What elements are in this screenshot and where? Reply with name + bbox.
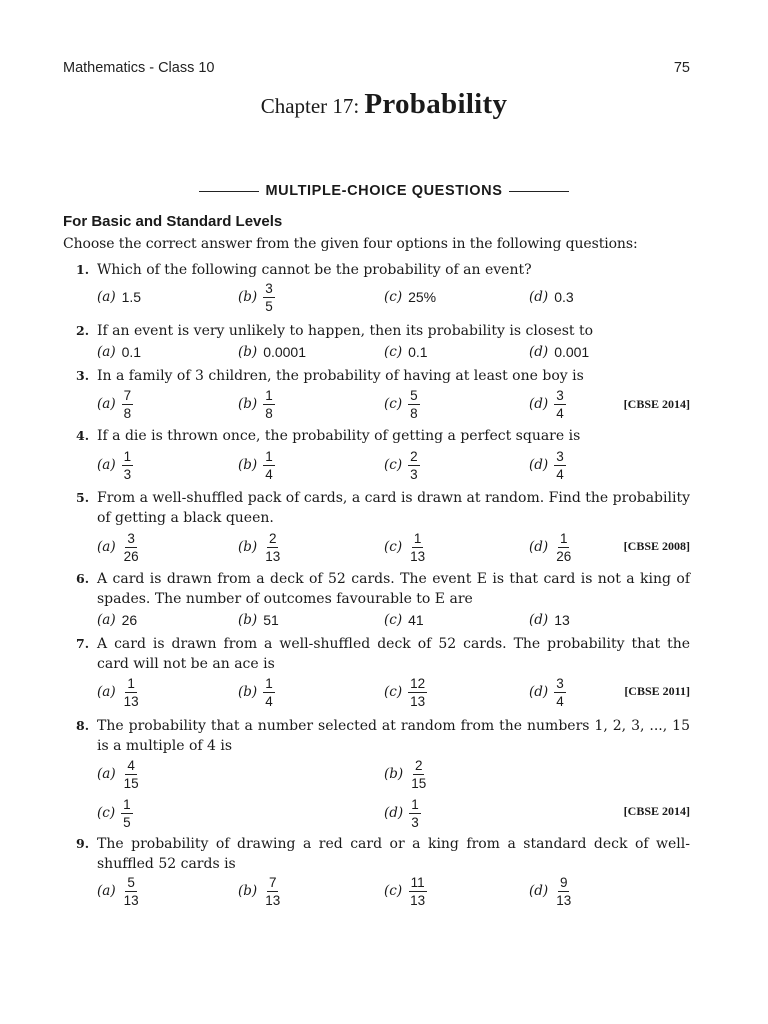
fraction [122,875,141,908]
option-b [238,873,282,909]
denominator: 4 [265,693,273,709]
question-number: 5. [76,490,90,505]
option-d [529,386,566,422]
fraction [263,388,275,421]
section-rule-left [199,191,259,192]
option-value: 51 [263,612,279,628]
option-label: (d) [529,289,549,305]
option-value: 1.5 [121,289,142,305]
numerator: 2 [268,530,277,546]
option-a [97,447,133,483]
option-d [529,873,573,909]
chapter-name: Probability [364,88,508,120]
section-title: MULTIPLE-CHOICE QUESTIONS [265,183,503,199]
option-c [384,447,420,483]
denominator: 3 [410,466,418,482]
source-tag: [CBSE 2008] [623,539,690,553]
option-label: (c) [97,805,116,821]
option-label: (c) [384,457,403,473]
fraction [122,531,141,564]
page-number: 75 [673,60,690,76]
option-label: (c) [384,396,403,412]
denominator: 13 [410,892,426,908]
option-label: (d) [529,457,549,473]
option-value: 26 [121,612,138,628]
option-label: (c) [384,289,403,305]
option-label: (a) [97,684,116,700]
option-a [97,334,141,370]
fraction [408,676,427,709]
denominator: 8 [265,405,273,421]
option-a [97,602,137,638]
option-d [529,529,573,565]
option-label: (b) [238,539,258,555]
numerator: 5 [127,874,135,890]
question-text: In a family of 3 children, the probability of having at least one boy is [97,368,584,384]
option-d [529,602,570,638]
option-b [238,447,275,483]
question-number: 1. [76,262,90,277]
options-row [0,334,768,370]
numerator: 3 [127,530,135,546]
denominator: 4 [556,405,564,421]
fraction [263,449,275,482]
question-number: 8. [76,718,90,733]
denominator: 4 [556,466,564,482]
option-b [238,529,282,565]
question-number: 9. [76,836,90,851]
option-b [384,756,428,792]
fraction [263,875,282,908]
chapter-prefix: Chapter 17: [260,94,360,118]
option-a [97,386,133,422]
numerator: 11 [410,874,425,890]
option-label: (d) [529,684,549,700]
option-label: (d) [529,396,549,412]
option-d [529,334,589,370]
option-label: (b) [238,883,258,899]
option-c [384,279,436,315]
numerator: 2 [410,448,418,464]
fraction [263,676,275,709]
question-7 [63,634,690,674]
denominator: 13 [410,548,426,564]
option-label: (d) [529,344,549,360]
option-label: (d) [384,805,404,821]
question-text: From a well-shuffled pack of cards, a card is drawn at random. Find the probability of getting a black queen. [97,490,690,526]
fraction [408,531,427,564]
fraction [263,531,282,564]
option-value: 25% [408,289,437,305]
numerator: 7 [268,874,277,890]
option-label: (a) [97,883,116,899]
options-row [0,279,768,315]
option-label: (b) [238,612,258,628]
option-a [97,279,141,315]
question-number: 4. [76,428,90,443]
denominator: 15 [411,775,427,791]
fraction [122,758,141,791]
option-a [97,674,141,710]
option-label: (c) [384,684,403,700]
options-row [0,602,768,638]
option-c [384,602,424,638]
option-a [97,873,141,909]
option-label: (b) [238,457,258,473]
option-label: (b) [384,766,404,782]
denominator: 13 [265,548,281,564]
option-d [384,795,421,831]
question-text: If an event is very unlikely to happen, then its probability is closest to [97,323,594,339]
fraction [122,676,141,709]
numerator: 4 [127,757,135,773]
option-label: (c) [384,612,403,628]
option-value: 0.3 [554,289,574,305]
running-header-subject: Mathematics - Class 10 [63,60,215,76]
option-label: (b) [238,396,258,412]
option-b [238,279,275,315]
numerator: 1 [127,675,135,691]
question-number: 2. [76,323,90,338]
option-value: 0.0001 [263,344,307,360]
denominator: 13 [265,892,281,908]
fraction [408,388,420,421]
question-text: The probability that a number selected at random from the numbers 1, 2, 3, ..., 15 is a multiple of 4 is [97,718,690,754]
numerator: 1 [265,387,273,403]
question-text: A card is drawn from a deck of 52 cards. The event E is that card is not a king of spades. The number of outcomes favourable to E are [97,571,690,607]
option-label: (a) [97,539,116,555]
option-label: (c) [384,539,403,555]
option-c [384,674,427,710]
option-label: (b) [238,289,258,305]
denominator: 13 [123,693,139,709]
denominator: 13 [410,693,426,709]
denominator: 5 [123,814,131,830]
numerator: 1 [559,530,568,546]
option-label: (d) [529,612,549,628]
denominator: 4 [556,693,564,709]
fraction [409,758,428,791]
option-d [529,279,574,315]
option-value: 13 [554,612,570,628]
numerator: 3 [556,448,564,464]
section-rule-right [509,191,569,192]
option-label: (b) [238,344,258,360]
option-label: (b) [238,684,258,700]
source-tag: [CBSE 2014] [623,397,690,411]
numerator: 7 [123,387,132,403]
option-label: (a) [97,766,116,782]
numerator: 9 [559,874,568,890]
numerator: 1 [265,675,273,691]
numerator: 3 [265,280,273,296]
question-1 [63,260,690,280]
option-label: (a) [97,289,116,305]
fraction [554,388,566,421]
denominator: 15 [123,775,139,791]
question-number: 3. [76,368,90,383]
option-a [97,756,141,792]
source-tag: [CBSE 2014] [623,804,690,818]
question-4 [63,426,690,446]
question-3 [63,366,690,386]
question-text: Which of the following cannot be the probability of an event? [97,262,532,278]
fraction [122,388,134,421]
option-value: 0.1 [408,344,428,360]
option-b [238,386,275,422]
fraction [409,797,421,830]
option-label: (c) [384,344,403,360]
options-row [0,756,768,792]
option-c [384,334,428,370]
option-label: (d) [529,883,549,899]
question-9 [63,834,690,874]
instructions: Choose the correct answer from the given four options in the following questions: [63,236,638,252]
question-text: If a die is thrown once, the probability of getting a perfect square is [97,428,581,444]
option-b [238,602,279,638]
fraction [554,531,573,564]
numerator: 1 [123,796,131,812]
denominator: 13 [123,892,139,908]
numerator: 1 [265,448,273,464]
question-8 [63,716,690,756]
question-5 [63,488,690,528]
fraction [554,875,573,908]
question-number: 6. [76,571,90,586]
option-value: 0.1 [121,344,142,360]
question-number: 7. [76,636,90,651]
option-b [238,674,275,710]
denominator: 5 [265,298,273,314]
option-d [529,674,566,710]
denominator: 26 [556,548,572,564]
denominator: 26 [123,548,139,564]
options-row [0,447,768,483]
fraction [122,449,134,482]
option-a [97,529,141,565]
numerator: 1 [123,448,132,464]
fraction [408,449,420,482]
denominator: 4 [265,466,273,482]
numerator: 3 [556,675,564,691]
numerator: 5 [410,387,418,403]
denominator: 3 [411,814,419,830]
numerator: 3 [556,387,564,403]
fraction [263,281,275,314]
option-c [384,386,420,422]
option-label: (a) [97,396,116,412]
denominator: 3 [123,466,132,482]
option-d [529,447,566,483]
option-label: (d) [529,539,549,555]
denominator: 8 [410,405,418,421]
option-c [384,529,427,565]
fraction [554,449,566,482]
denominator: 8 [123,405,132,421]
option-label: (a) [97,344,116,360]
option-value: 0.001 [554,344,590,360]
option-label: (a) [97,612,116,628]
chapter-title [0,88,768,121]
options-row [0,873,768,909]
question-text: A card is drawn from a well-shuffled deck of 52 cards. The probability that the card will not be an ace is [97,636,690,672]
source-tag: [CBSE 2011] [624,684,690,698]
denominator: 13 [556,892,572,908]
question-text: The probability of drawing a red card or a king from a standard deck of well-shuffled 52 cards is [97,836,690,872]
option-b [238,334,306,370]
numerator: 12 [410,675,426,691]
option-value: 41 [408,612,424,628]
option-label: (a) [97,457,116,473]
numerator: 1 [411,796,419,812]
numerator: 2 [414,757,423,773]
option-label: (c) [384,883,403,899]
fraction [554,676,566,709]
fraction [408,875,427,908]
level-heading: For Basic and Standard Levels [63,213,283,230]
section-heading [0,183,768,199]
numerator: 1 [413,530,422,546]
fraction [121,797,133,830]
option-c [97,795,133,831]
option-c [384,873,427,909]
